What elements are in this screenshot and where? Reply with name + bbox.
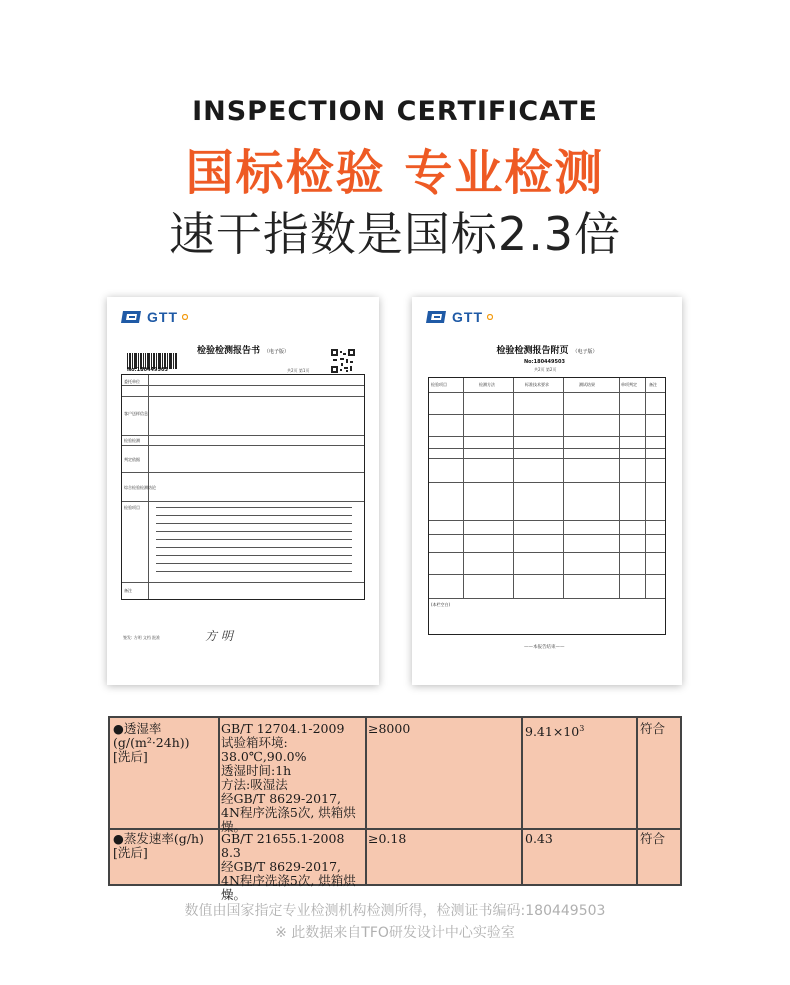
attachment-table: 检验项目 检测方法 标准技术要求 测试结果 单项判定 备注 (本栏空白) — [428, 377, 666, 635]
report-number: No:180449503 — [127, 367, 168, 373]
footnote-source: ※ 此数据来自TFO研发设计中心实验室 — [275, 925, 515, 941]
zoomed-result-table — [108, 716, 682, 902]
gtt-brand-text: GTT — [147, 309, 178, 325]
page-count: 共2页 第1页 — [287, 368, 310, 373]
sign-label: 签发: 方明 文档 批准 — [123, 635, 161, 640]
certificate-page-2 — [412, 297, 682, 685]
item-evaporation-rate: ●蒸发速率(g/h) [洗后] — [113, 831, 204, 860]
gtt-brand-text: GTT — [452, 309, 483, 325]
verdict-evaporation-rate: 符合 — [640, 831, 666, 846]
title-en: INSPECTION CERTIFICATE — [192, 96, 598, 127]
title-cn: 国标检验 专业检测 — [185, 145, 605, 201]
certificate-page-1 — [107, 297, 379, 685]
report-number: No:180449503 — [524, 359, 565, 365]
sheet-title: 检验检测报告书 （电子版） — [196, 346, 290, 356]
result-evaporation-rate: 0.43 — [525, 831, 553, 846]
color-dot-icon — [182, 314, 188, 320]
end-of-report: ——本报告结束—— — [524, 645, 565, 650]
certificate-table: 委托单位 客户送样信息 检验检测 判定依据 综合检验检测结论 检验项目 备注 — [121, 374, 365, 600]
requirement-moisture-permeability: ≥8000 — [368, 721, 411, 736]
result-moisture-permeability: $9.41\times 10^3$ — [525, 724, 585, 740]
subtitle: 速干指数是国标2.3倍 — [168, 207, 622, 261]
gtt-logo — [424, 309, 493, 325]
requirement-evaporation-rate: ≥0.18 — [368, 831, 407, 846]
verdict-moisture-permeability: 符合 — [640, 721, 666, 736]
method-evaporation-rate: GB/T 21655.1-2008 8.3 经GB/T 8629-2017, 4N程序洗涤5次, 烘箱烘 燥。 — [221, 831, 356, 902]
footnote-certificate: 数值由国家指定专业检测机构检测所得，检测证书编码:180449503 — [184, 903, 606, 919]
page-count: 共2页 第2页 — [534, 367, 557, 372]
gtt-logo — [119, 309, 188, 325]
sheet-title: 检验检测报告附页 （电子版） — [496, 346, 598, 356]
signature: 方 明 — [205, 629, 233, 643]
gtt-logo-icon — [424, 309, 448, 325]
method-moisture-permeability: GB/T 12704.1-2009 试验箱环境: 38.0℃,90.0% 透湿时间:1h 方法:吸湿法 经GB/T 8629-2017, 4N程序洗涤5次, 烘箱烘 燥。 — [221, 721, 356, 834]
qr-code-icon — [331, 349, 355, 373]
color-dot-icon — [487, 314, 493, 320]
gtt-logo-icon — [119, 309, 143, 325]
item-moisture-permeability: ●透湿率 (g/(m²·24h)) [洗后] — [113, 721, 190, 764]
